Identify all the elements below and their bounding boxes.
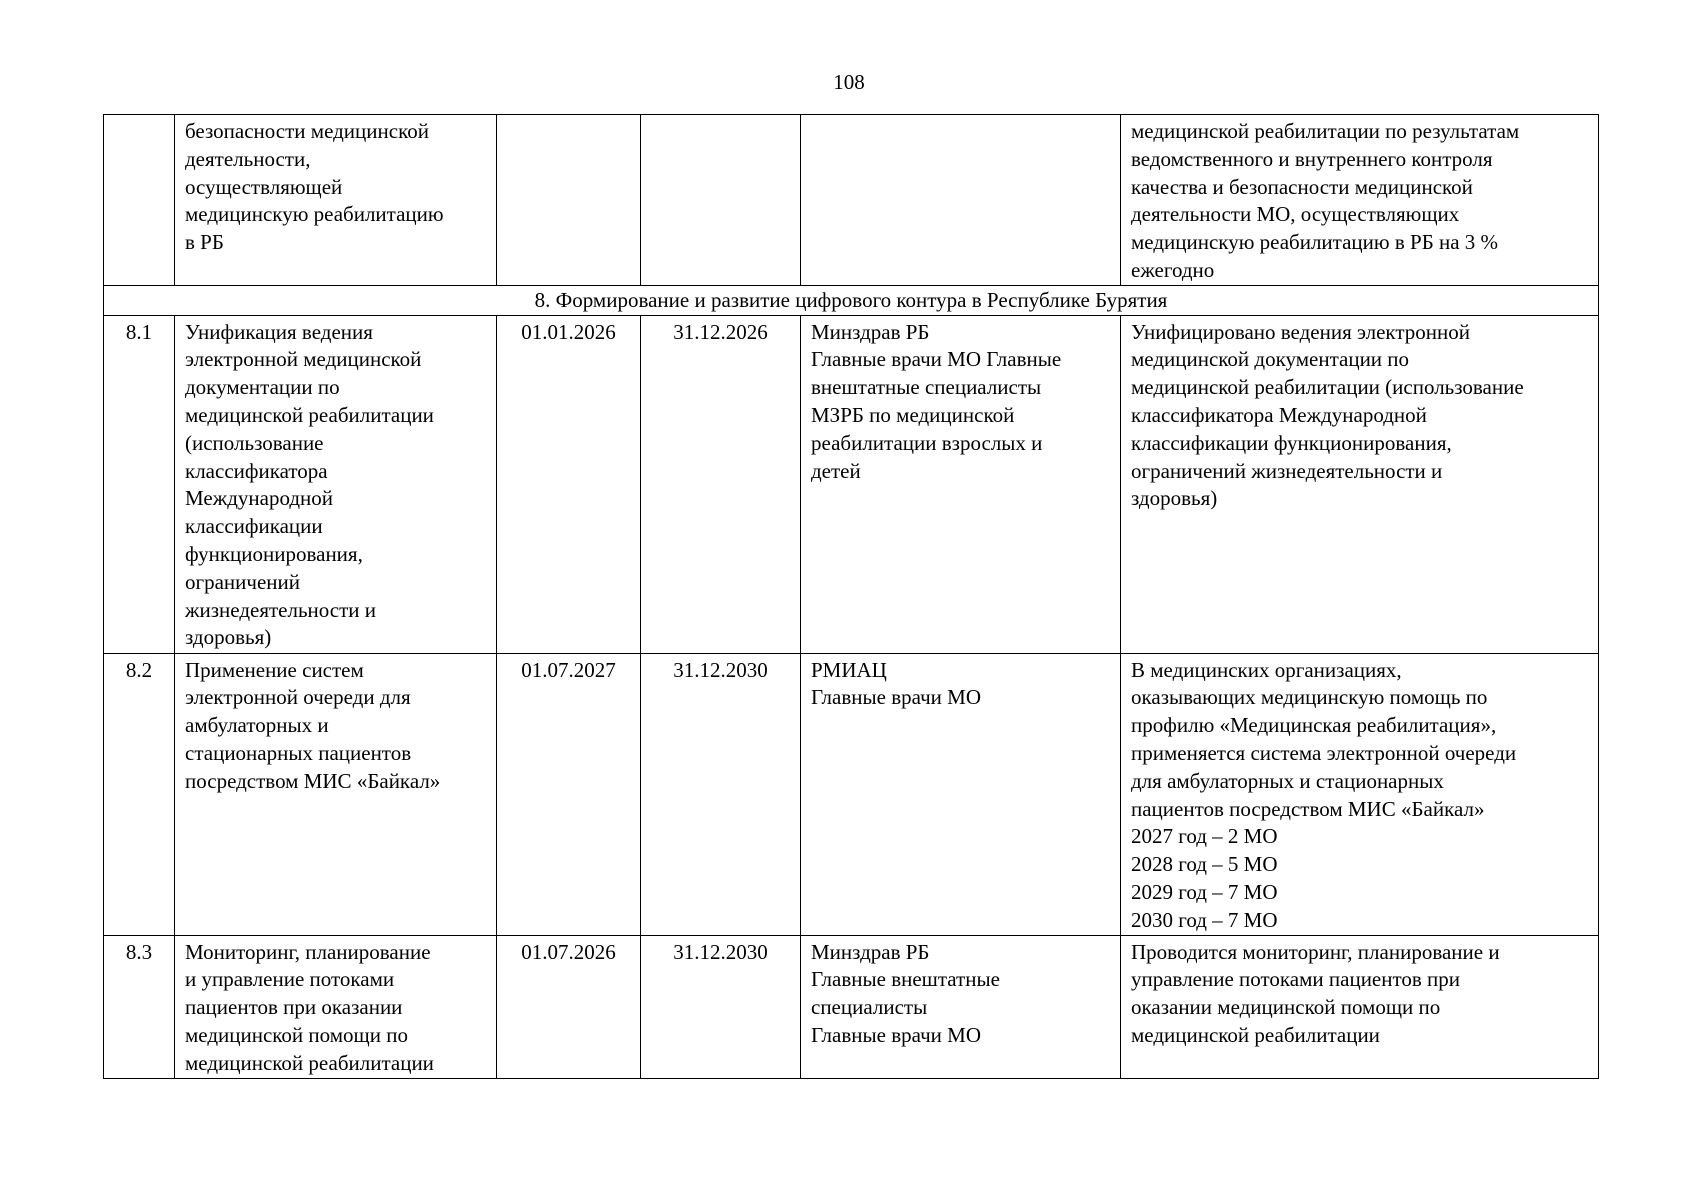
text-line: электронной очереди для: [185, 685, 411, 710]
text-line: В медицинских организациях,: [1131, 657, 1402, 682]
result-cell: [1121, 315, 1599, 653]
text-line: медицинской документации по: [1131, 347, 1410, 372]
text-line: Главные внештатные: [811, 967, 1000, 992]
activities-table: [103, 114, 1599, 1079]
end-date-cell: 31.12.2030: [641, 935, 801, 1078]
text-line: пациентов при оказании: [185, 995, 403, 1020]
text-line: Минздрав РБ: [811, 939, 930, 964]
start-date-cell: 01.01.2026: [497, 315, 641, 653]
text-line: 2030 год – 7 МО: [1131, 907, 1278, 932]
text-line: медицинской реабилитации: [185, 1050, 434, 1075]
text-line: здоровья): [185, 625, 272, 650]
text-line: Главные врачи МО Главные: [811, 347, 1062, 372]
text-line: здоровья): [1131, 486, 1218, 511]
text-line: для амбулаторных и стационарных: [1131, 768, 1444, 793]
responsible-cell: [801, 653, 1121, 935]
end-date-cell: 31.12.2026: [641, 315, 801, 653]
text-line: деятельности МО, осуществляющих: [1131, 202, 1460, 227]
text-line: оказывающих медицинскую помощь по: [1131, 685, 1488, 710]
result-cell: [1121, 653, 1599, 935]
activity-cell: [175, 115, 497, 286]
text-line: медицинскую реабилитацию: [185, 202, 444, 227]
text-line: медицинской реабилитации: [1131, 1022, 1380, 1047]
text-line: (использование: [185, 430, 324, 455]
text-line: 2027 год – 2 МО: [1131, 824, 1278, 849]
row-number-cell: 8.1: [104, 315, 175, 653]
text-line: ограничений жизнедеятельности и: [1131, 458, 1443, 483]
text-line: Применение систем: [185, 657, 364, 682]
text-line: качества и безопасности медицинской: [1131, 174, 1473, 199]
text-line: Унифицировано ведения электронной: [1131, 319, 1471, 344]
text-line: Унификация ведения: [185, 319, 373, 344]
table-row: [104, 935, 1599, 1078]
text-line: амбулаторных и: [185, 713, 329, 738]
text-line: управление потоками пациентов при: [1131, 967, 1461, 992]
text-line: классификатора: [185, 458, 328, 483]
text-line: применяется система электронной очереди: [1131, 740, 1517, 765]
responsible-cell: [801, 315, 1121, 653]
text-line: безопасности медицинской: [185, 119, 429, 143]
text-line: классификации: [185, 514, 323, 539]
text-line: специалисты: [811, 995, 928, 1020]
text-line: медицинской помощи по: [185, 1022, 408, 1047]
text-line: Главные врачи МО: [811, 1022, 981, 1047]
text-line: жизнедеятельности и: [185, 597, 377, 622]
row-number-cell: [104, 115, 175, 286]
text-line: внештатные специалисты: [811, 375, 1042, 400]
text-line: 2029 год – 7 МО: [1131, 879, 1278, 904]
text-line: медицинской реабилитации (использование: [1131, 375, 1524, 400]
text-line: профилю «Медицинская реабилитация»,: [1131, 713, 1497, 738]
end-date-cell: [641, 115, 801, 286]
table-row: [104, 315, 1599, 653]
text-line: Мониторинг, планирование: [185, 939, 431, 964]
activity-cell: [175, 935, 497, 1078]
text-line: посредством МИС «Байкал»: [185, 768, 441, 793]
text-line: документации по: [185, 375, 340, 400]
text-line: Главные врачи МО: [811, 685, 981, 710]
text-line: функционирования,: [185, 541, 363, 566]
text-line: ежегодно: [1131, 257, 1215, 282]
text-line: медицинской реабилитации: [185, 402, 434, 427]
responsible-cell: [801, 115, 1121, 286]
start-date-cell: [497, 115, 641, 286]
activity-cell: [175, 315, 497, 653]
text-line: осуществляющей: [185, 174, 343, 199]
text-line: деятельности,: [185, 146, 311, 171]
section-header-row: [104, 285, 1599, 315]
text-line: классификатора Международной: [1131, 402, 1427, 427]
start-date-cell: 01.07.2026: [497, 935, 641, 1078]
text-line: медицинскую реабилитацию в РБ на 3 %: [1131, 230, 1499, 255]
result-cell: [1121, 935, 1599, 1078]
text-line: в РБ: [185, 230, 224, 255]
row-number-cell: 8.2: [104, 653, 175, 935]
text-line: Минздрав РБ: [811, 319, 930, 344]
text-line: электронной медицинской: [185, 347, 422, 372]
start-date-cell: 01.07.2027: [497, 653, 641, 935]
text-line: МЗРБ по медицинской: [811, 402, 1015, 427]
text-line: ограничений: [185, 569, 301, 594]
activity-cell: [175, 653, 497, 935]
text-line: и управление потоками: [185, 967, 395, 992]
end-date-cell: 31.12.2030: [641, 653, 801, 935]
text-line: оказании медицинской помощи по: [1131, 995, 1441, 1020]
text-line: Международной: [185, 486, 334, 511]
page-number: 108: [833, 70, 865, 94]
text-line: детей: [811, 458, 861, 483]
table-row: [104, 653, 1599, 935]
text-line: РМИАЦ: [811, 657, 887, 682]
text-line: медицинской реабилитации по результатам: [1131, 119, 1520, 143]
continued-row: [104, 115, 1599, 286]
text-line: стационарных пациентов: [185, 740, 412, 765]
row-number-cell: 8.3: [104, 935, 175, 1078]
text-line: пациентов посредством МИС «Байкал»: [1131, 796, 1485, 821]
text-line: ведомственного и внутреннего контроля: [1131, 146, 1493, 171]
text-line: реабилитации взрослых и: [811, 430, 1043, 455]
text-line: Проводится мониторинг, планирование и: [1131, 939, 1500, 964]
responsible-cell: [801, 935, 1121, 1078]
section-title: 8. Формирование и развитие цифрового контура в Республике Бурятия: [104, 285, 1599, 315]
text-line: классификации функционирования,: [1131, 430, 1452, 455]
result-cell: [1121, 115, 1599, 286]
text-line: 2028 год – 5 МО: [1131, 852, 1278, 877]
